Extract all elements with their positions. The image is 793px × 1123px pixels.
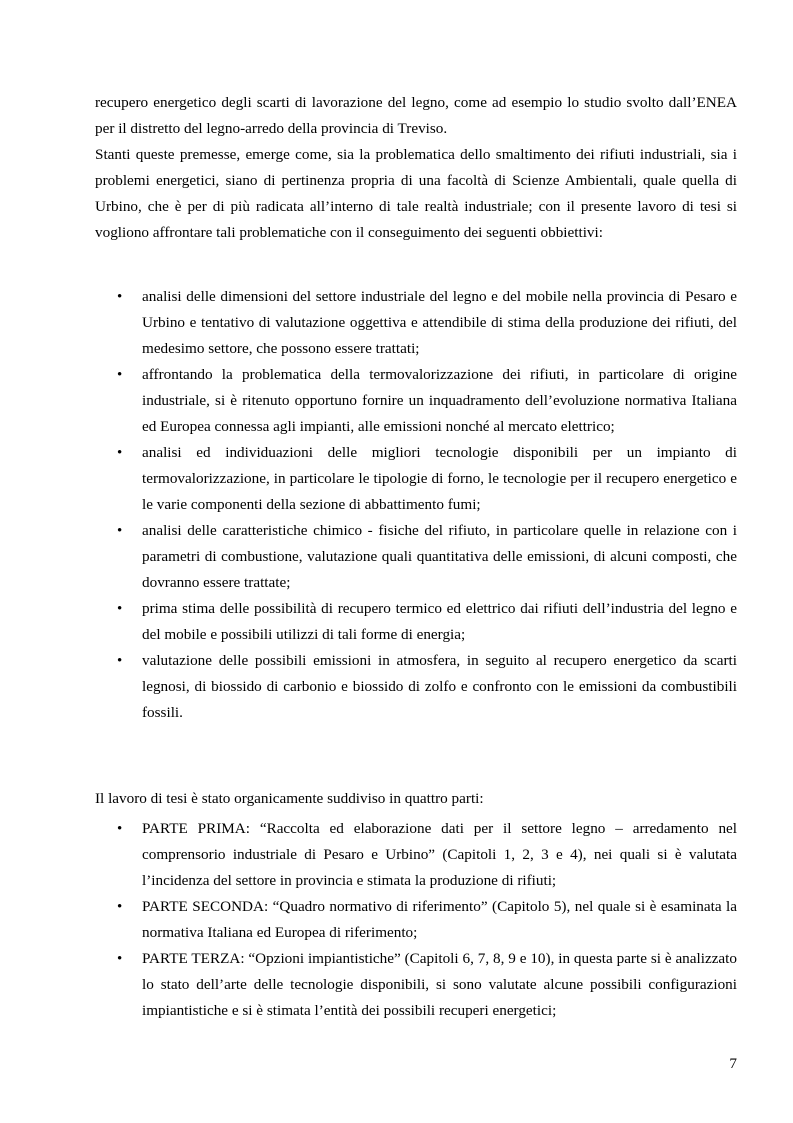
objective-item xyxy=(95,440,737,518)
parts-list xyxy=(95,816,737,1024)
page-number: 7 xyxy=(729,1055,737,1072)
part-text: PARTE TERZA: “Opzioni impiantistiche” (Capitoli 6, 7, 8, 9 e 10), in questa parte si è analizzato lo stato dell’arte delle tecnologie disponibili, si sono valutate alcune possibili configurazioni impiantistiche e si è stimata l’entità dei possibili recuperi energetici; xyxy=(142,950,737,1019)
objective-item xyxy=(95,648,737,726)
objective-item xyxy=(95,596,737,648)
objective-item xyxy=(95,284,737,362)
objective-text: valutazione delle possibili emissioni in atmosfera, in seguito al recupero energetico da scarti legnosi, di biossido di carbonio e biossido di zolfo e confronto con le emissioni da combustibili fossili. xyxy=(142,652,737,721)
objective-item xyxy=(95,518,737,596)
intro-paragraph-1: recupero energetico degli scarti di lavorazione del legno, come ad esempio lo studio svolto dall’ENEA per il distretto del legno-arredo della provincia di Treviso. xyxy=(95,94,737,137)
bullet-icon: • xyxy=(117,951,123,967)
objective-item xyxy=(95,362,737,440)
intro-paragraph-2: Stanti queste premesse, emerge come, sia la problematica dello smaltimento dei rifiuti industriali, sia i problemi energetici, siano di pertinenza propria di una facoltà di Scienze Ambientali, quale quella di Urbino, che è per di più radicata all’interno di tale realtà industriale; con il presente lavoro di tesi si vogliono affrontare tali problematiche con il conseguimento dei seguenti obbiettivi: xyxy=(95,146,737,241)
objective-text: affrontando la problematica della termovalorizzazione dei rifiuti, in particolare di origine industriale, si è ritenuto opportuno fornire un inquadramento dell’evoluzione normativa Italiana ed Europea connessa agli impianti, alle emissioni nonché al mercato elettrico; xyxy=(142,366,737,435)
objective-text: prima stima delle possibilità di recupero termico ed elettrico dai rifiuti dell’industria del legno e del mobile e possibili utilizzi di tali forme di energia; xyxy=(142,600,737,643)
objective-text: analisi delle caratteristiche chimico - fisiche del rifiuto, in particolare quelle in relazione con i parametri di combustione, valutazione quali quantitativa delle emissioni, di alcuni composti, che dovranno essere trattate; xyxy=(142,522,737,591)
structure-lead: Il lavoro di tesi è stato organicamente suddiviso in quattro parti: xyxy=(95,790,484,807)
objectives-list xyxy=(95,284,737,726)
part-item xyxy=(95,946,737,1024)
objectives-list-section xyxy=(95,284,737,726)
bullet-icon: • xyxy=(117,653,123,669)
bullet-icon: • xyxy=(117,821,123,837)
part-text: PARTE PRIMA: “Raccolta ed elaborazione dati per il settore legno – arredamento nel comprensorio industriale di Pesaro e Urbino” (Capitoli 1, 2, 3 e 4), nei quali si è valutata l’incidenza del settore in provincia e stimata la produzione di rifiuti; xyxy=(142,820,737,889)
bullet-icon: • xyxy=(117,899,123,915)
part-item xyxy=(95,894,737,946)
parts-list-section xyxy=(95,816,737,1024)
bullet-icon: • xyxy=(117,601,123,617)
part-text: PARTE SECONDA: “Quadro normativo di riferimento” (Capitolo 5), nel quale si è esaminata la normativa Italiana ed Europea di riferimento; xyxy=(142,898,737,941)
bullet-icon: • xyxy=(117,523,123,539)
structure-lead-section xyxy=(95,786,737,812)
bullet-icon: • xyxy=(117,445,123,461)
bullet-icon: • xyxy=(117,289,123,305)
objective-text: analisi ed individuazioni delle migliori tecnologie disponibili per un impianto di termovalorizzazione, in particolare le tipologie di forno, le tecnologie per il recupero energetico e le varie componenti della sezione di abbattimento fumi; xyxy=(142,444,737,513)
intro-section xyxy=(95,90,737,246)
objective-text: analisi delle dimensioni del settore industriale del legno e del mobile nella provincia di Pesaro e Urbino e tentativo di valutazione oggettiva e attendibile di stima della produzione dei rifiuti, del medesimo settore, che possono essere trattati; xyxy=(142,288,737,357)
bullet-icon: • xyxy=(117,367,123,383)
part-item xyxy=(95,816,737,894)
